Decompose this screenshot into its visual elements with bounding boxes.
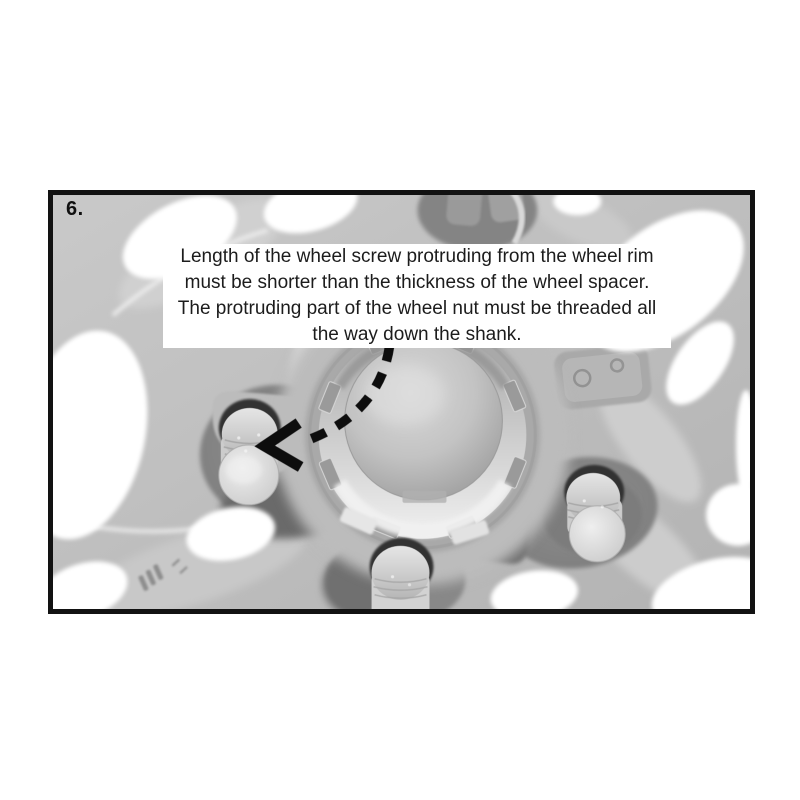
wheel-screw-bottom — [370, 538, 434, 609]
instruction-figure-frame — [48, 190, 755, 614]
step-number: 6. — [66, 198, 84, 220]
instruction-line: The protruding part of the wheel nut must be threaded all — [177, 298, 657, 319]
instruction-callout — [163, 244, 671, 348]
instruction-line: must be shorter than the thickness of the wheel spacer. — [184, 272, 650, 293]
instruction-line: Length of the wheel screw protruding from the wheel rim — [180, 246, 654, 267]
instruction-line: the way down the shank. — [312, 324, 522, 345]
wheel-screw-right — [564, 465, 625, 562]
